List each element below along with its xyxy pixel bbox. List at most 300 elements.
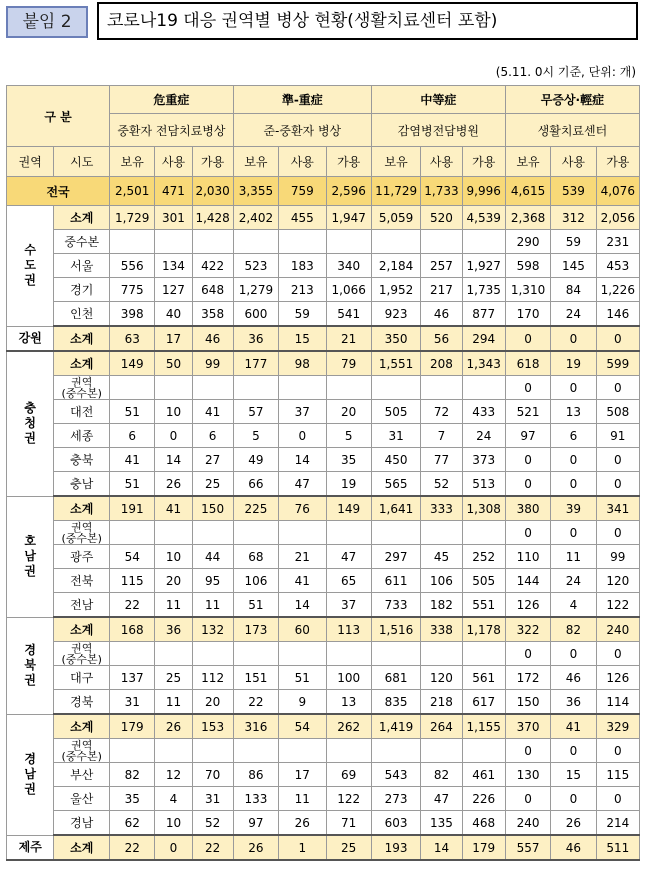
data-value: 69 [326, 763, 371, 787]
data-value: 226 [462, 787, 505, 811]
bed-status-table [6, 85, 640, 861]
subtotal-label: 소계 [54, 206, 110, 230]
data-value: 126 [596, 666, 639, 690]
data-value: 27 [192, 448, 233, 472]
region-name: 경 북 권 [7, 617, 54, 714]
data-value: 51 [110, 400, 155, 424]
data-value: 1,735 [462, 278, 505, 302]
data-value: 0 [596, 787, 639, 811]
data-value: 213 [279, 278, 326, 302]
unit-note: (5.11. 0시 기준, 단위: 개) [495, 65, 636, 79]
subtotal-value: 599 [596, 351, 639, 376]
data-value [110, 642, 155, 666]
data-value: 134 [155, 254, 192, 278]
subtotal-value: 50 [155, 351, 192, 376]
subtotal-value: 557 [505, 835, 550, 860]
data-value: 0 [505, 787, 550, 811]
group-header-2: 中等症 [371, 86, 505, 114]
data-value: 126 [505, 593, 550, 618]
data-value [233, 521, 278, 545]
data-value [371, 230, 420, 254]
data-value: 70 [192, 763, 233, 787]
subtotal-value: 26 [155, 714, 192, 739]
subtotal-value: 99 [192, 351, 233, 376]
subtotal-value: 0 [596, 326, 639, 351]
subtotal-value: 132 [192, 617, 233, 642]
data-value: 0 [505, 739, 550, 763]
data-value: 120 [421, 666, 462, 690]
data-value: 68 [233, 545, 278, 569]
data-value: 0 [505, 448, 550, 472]
subtotal-value: 520 [421, 206, 462, 230]
data-value: 0 [551, 521, 596, 545]
subtotal-value: 1,343 [462, 351, 505, 376]
data-value: 15 [551, 763, 596, 787]
data-value: 100 [326, 666, 371, 690]
data-value [110, 739, 155, 763]
subtotal-value: 21 [326, 326, 371, 351]
data-value: 775 [110, 278, 155, 302]
subtotal-value: 177 [233, 351, 278, 376]
subtotal-value: 54 [279, 714, 326, 739]
data-value: 14 [155, 448, 192, 472]
data-value [192, 230, 233, 254]
subtotal-value: 264 [421, 714, 462, 739]
subtotal-value: 1,551 [371, 351, 420, 376]
subtotal-value: 1,947 [326, 206, 371, 230]
data-value [233, 376, 278, 400]
table-row [7, 472, 640, 497]
data-value: 82 [110, 763, 155, 787]
data-value [233, 739, 278, 763]
data-value: 450 [371, 448, 420, 472]
subtotal-label: 소계 [54, 496, 110, 521]
table-row [7, 569, 640, 593]
data-value: 97 [233, 811, 278, 836]
subtotal-value: 329 [596, 714, 639, 739]
data-value: 1,927 [462, 254, 505, 278]
data-value: 461 [462, 763, 505, 787]
subtotal-value: 82 [551, 617, 596, 642]
region-name: 강원 [7, 326, 54, 351]
subtotal-value: 36 [155, 617, 192, 642]
metric-header: 사용 [421, 147, 462, 177]
data-value: 611 [371, 569, 420, 593]
city-label: 권역 (중수본) [54, 642, 110, 666]
data-value: 31 [110, 690, 155, 715]
subtotal-value: 179 [462, 835, 505, 860]
data-value: 47 [326, 545, 371, 569]
subtotal-value: 0 [155, 835, 192, 860]
data-value [421, 376, 462, 400]
data-value: 6 [551, 424, 596, 448]
data-value: 51 [279, 666, 326, 690]
group-header-1: 準-重症 [233, 86, 371, 114]
data-value [326, 230, 371, 254]
data-value: 561 [462, 666, 505, 690]
metric-header: 보유 [371, 147, 420, 177]
table-row [7, 376, 640, 400]
data-value: 11 [279, 787, 326, 811]
data-value: 240 [505, 811, 550, 836]
subtotal-value: 2,368 [505, 206, 550, 230]
subtotal-value: 36 [233, 326, 278, 351]
data-value [192, 376, 233, 400]
data-value: 97 [505, 424, 550, 448]
data-value [155, 642, 192, 666]
data-value [371, 521, 420, 545]
subtotal-value: 208 [421, 351, 462, 376]
data-value: 21 [279, 545, 326, 569]
data-value: 433 [462, 400, 505, 424]
group-subheader-1: 준-중환자 병상 [233, 114, 371, 147]
subtotal-value: 301 [155, 206, 192, 230]
data-value: 257 [421, 254, 462, 278]
data-value: 4 [155, 787, 192, 811]
national-value: 2,501 [110, 177, 155, 206]
data-value [233, 230, 278, 254]
data-value: 47 [279, 472, 326, 497]
data-value: 0 [505, 642, 550, 666]
page-title: 코로나19 대응 권역별 병상 현황(생활치료센터 포함) [97, 2, 638, 40]
data-value: 52 [192, 811, 233, 836]
subtotal-value: 1,729 [110, 206, 155, 230]
subtotal-value: 168 [110, 617, 155, 642]
national-value: 759 [279, 177, 326, 206]
data-value: 24 [551, 569, 596, 593]
data-value: 41 [279, 569, 326, 593]
city-label: 인천 [54, 302, 110, 327]
data-value: 44 [192, 545, 233, 569]
data-value: 82 [421, 763, 462, 787]
data-value: 0 [596, 521, 639, 545]
table-row [7, 448, 640, 472]
data-value: 11 [155, 690, 192, 715]
data-value: 26 [551, 811, 596, 836]
data-value: 521 [505, 400, 550, 424]
data-value: 6 [192, 424, 233, 448]
subtotal-value: 1,155 [462, 714, 505, 739]
subtotal-value: 338 [421, 617, 462, 642]
data-value: 373 [462, 448, 505, 472]
national-value: 1,733 [421, 177, 462, 206]
city-label: 경남 [54, 811, 110, 836]
data-value: 13 [551, 400, 596, 424]
subtotal-value: 1,178 [462, 617, 505, 642]
data-value: 46 [551, 666, 596, 690]
data-value: 598 [505, 254, 550, 278]
data-value: 505 [371, 400, 420, 424]
national-value: 11,729 [371, 177, 420, 206]
data-value: 24 [462, 424, 505, 448]
data-value [371, 739, 420, 763]
data-value: 77 [421, 448, 462, 472]
table-row [7, 739, 640, 763]
data-value [279, 376, 326, 400]
data-value: 182 [421, 593, 462, 618]
data-value: 11 [155, 593, 192, 618]
table-row [7, 424, 640, 448]
metric-header: 사용 [551, 147, 596, 177]
data-value [279, 230, 326, 254]
metric-header: 가용 [326, 147, 371, 177]
data-value: 0 [596, 739, 639, 763]
national-value: 539 [551, 177, 596, 206]
table-row [7, 787, 640, 811]
subtotal-value: 79 [326, 351, 371, 376]
subtotal-label: 소계 [54, 835, 110, 860]
subtotal-value: 60 [279, 617, 326, 642]
subtotal-value: 262 [326, 714, 371, 739]
data-value: 617 [462, 690, 505, 715]
data-value: 297 [371, 545, 420, 569]
city-label: 권역 (중수본) [54, 521, 110, 545]
data-value: 84 [551, 278, 596, 302]
table-row [7, 642, 640, 666]
subtotal-row [7, 617, 640, 642]
data-value [279, 642, 326, 666]
subtotal-value: 98 [279, 351, 326, 376]
subtotal-value: 149 [110, 351, 155, 376]
city-label: 울산 [54, 787, 110, 811]
table-row [7, 230, 640, 254]
data-value: 523 [233, 254, 278, 278]
group-subheader-3: 생활치료센터 [505, 114, 639, 147]
data-value: 91 [596, 424, 639, 448]
city-label: 전북 [54, 569, 110, 593]
header-row-groups [7, 86, 640, 114]
data-value: 106 [421, 569, 462, 593]
data-value [421, 642, 462, 666]
data-value [462, 642, 505, 666]
attachment-label: 붙임 2 [6, 6, 88, 38]
subtotal-value: 240 [596, 617, 639, 642]
data-value: 231 [596, 230, 639, 254]
data-value: 422 [192, 254, 233, 278]
table-row [7, 593, 640, 618]
subtotal-value: 511 [596, 835, 639, 860]
national-row [7, 177, 640, 206]
data-value: 11 [551, 545, 596, 569]
table-row [7, 400, 640, 424]
subtotal-value: 179 [110, 714, 155, 739]
data-value [110, 376, 155, 400]
data-value: 52 [421, 472, 462, 497]
subtotal-label: 소계 [54, 326, 110, 351]
data-value: 877 [462, 302, 505, 327]
data-value: 398 [110, 302, 155, 327]
data-value: 835 [371, 690, 420, 715]
data-value [192, 521, 233, 545]
table-row [7, 811, 640, 836]
data-value: 733 [371, 593, 420, 618]
data-value: 35 [110, 787, 155, 811]
data-value: 57 [233, 400, 278, 424]
region-name: 경 남 권 [7, 714, 54, 835]
subtotal-value: 63 [110, 326, 155, 351]
data-value: 47 [421, 787, 462, 811]
data-value: 217 [421, 278, 462, 302]
subtotal-value: 41 [551, 714, 596, 739]
data-value [371, 376, 420, 400]
data-value: 20 [192, 690, 233, 715]
subtotal-value: 25 [326, 835, 371, 860]
data-value: 0 [551, 787, 596, 811]
subtotal-value: 19 [551, 351, 596, 376]
data-value: 20 [326, 400, 371, 424]
data-value: 114 [596, 690, 639, 715]
subtotal-value: 1,516 [371, 617, 420, 642]
data-value [192, 739, 233, 763]
data-value: 681 [371, 666, 420, 690]
data-value: 172 [505, 666, 550, 690]
data-value: 2,184 [371, 254, 420, 278]
data-value: 340 [326, 254, 371, 278]
data-value: 218 [421, 690, 462, 715]
header-row-metrics [7, 147, 640, 177]
subtotal-label: 소계 [54, 714, 110, 739]
metric-header: 가용 [192, 147, 233, 177]
data-value: 1,066 [326, 278, 371, 302]
metric-header: 보유 [505, 147, 550, 177]
data-value [421, 230, 462, 254]
data-value: 71 [326, 811, 371, 836]
data-value: 513 [462, 472, 505, 497]
city-col-header: 시도 [54, 147, 110, 177]
data-value [421, 521, 462, 545]
subtotal-value: 46 [551, 835, 596, 860]
table-row [7, 521, 640, 545]
subtotal-row [7, 714, 640, 739]
subtotal-value: 149 [326, 496, 371, 521]
data-value: 146 [596, 302, 639, 327]
data-value: 14 [279, 593, 326, 618]
subtotal-value: 1 [279, 835, 326, 860]
data-value: 66 [233, 472, 278, 497]
data-value: 273 [371, 787, 420, 811]
subtotal-value: 1,308 [462, 496, 505, 521]
data-value: 0 [505, 521, 550, 545]
data-value [155, 521, 192, 545]
data-value: 565 [371, 472, 420, 497]
data-value [233, 642, 278, 666]
table-row [7, 666, 640, 690]
data-value: 31 [371, 424, 420, 448]
data-value: 10 [155, 545, 192, 569]
subtotal-value: 46 [192, 326, 233, 351]
data-value: 14 [279, 448, 326, 472]
data-value: 26 [279, 811, 326, 836]
data-value: 0 [596, 376, 639, 400]
subtotal-value: 0 [551, 326, 596, 351]
city-label: 경기 [54, 278, 110, 302]
data-value: 551 [462, 593, 505, 618]
data-value [462, 521, 505, 545]
data-value: 137 [110, 666, 155, 690]
data-value: 36 [551, 690, 596, 715]
data-value [371, 642, 420, 666]
data-value: 19 [326, 472, 371, 497]
metric-header: 보유 [110, 147, 155, 177]
data-value [110, 521, 155, 545]
data-value [110, 230, 155, 254]
data-value: 9 [279, 690, 326, 715]
subtotal-value: 350 [371, 326, 420, 351]
subtotal-value: 22 [192, 835, 233, 860]
region-name: 충 청 권 [7, 351, 54, 496]
subtotal-row [7, 206, 640, 230]
subtotal-row [7, 835, 640, 860]
data-value: 37 [279, 400, 326, 424]
subtotal-value: 26 [233, 835, 278, 860]
city-label: 부산 [54, 763, 110, 787]
national-value: 2,596 [326, 177, 371, 206]
national-value: 471 [155, 177, 192, 206]
city-label: 세종 [54, 424, 110, 448]
data-value: 1,952 [371, 278, 420, 302]
subtotal-label: 소계 [54, 351, 110, 376]
data-value: 358 [192, 302, 233, 327]
table-row [7, 302, 640, 327]
data-value: 22 [233, 690, 278, 715]
city-label: 대전 [54, 400, 110, 424]
subtotal-value: 41 [155, 496, 192, 521]
subtotal-value: 14 [421, 835, 462, 860]
data-value: 144 [505, 569, 550, 593]
subtotal-value: 322 [505, 617, 550, 642]
data-value: 0 [596, 472, 639, 497]
data-value: 26 [155, 472, 192, 497]
data-value: 24 [551, 302, 596, 327]
subtotal-value: 76 [279, 496, 326, 521]
data-value: 0 [596, 448, 639, 472]
subtotal-value: 193 [371, 835, 420, 860]
data-value: 120 [596, 569, 639, 593]
data-value: 543 [371, 763, 420, 787]
data-value [326, 642, 371, 666]
data-value: 923 [371, 302, 420, 327]
data-value: 59 [551, 230, 596, 254]
data-value: 4 [551, 593, 596, 618]
national-value: 4,615 [505, 177, 550, 206]
data-value: 290 [505, 230, 550, 254]
data-value: 0 [279, 424, 326, 448]
data-value: 603 [371, 811, 420, 836]
group-subheader-0: 중환자 전담치료병상 [110, 114, 234, 147]
table-row [7, 254, 640, 278]
data-value [462, 230, 505, 254]
subtotal-value: 225 [233, 496, 278, 521]
data-value: 1,310 [505, 278, 550, 302]
subtotal-value: 316 [233, 714, 278, 739]
data-value: 214 [596, 811, 639, 836]
data-value: 72 [421, 400, 462, 424]
group-header-3: 무증상·輕症 [505, 86, 639, 114]
data-value: 130 [505, 763, 550, 787]
data-value: 110 [505, 545, 550, 569]
city-label: 대구 [54, 666, 110, 690]
data-value: 0 [155, 424, 192, 448]
subtotal-value: 173 [233, 617, 278, 642]
data-value: 65 [326, 569, 371, 593]
region-col-header: 권역 [7, 147, 54, 177]
subtotal-row [7, 351, 640, 376]
data-value: 127 [155, 278, 192, 302]
data-value [326, 739, 371, 763]
subtotal-value: 191 [110, 496, 155, 521]
subtotal-value: 312 [551, 206, 596, 230]
data-value: 600 [233, 302, 278, 327]
